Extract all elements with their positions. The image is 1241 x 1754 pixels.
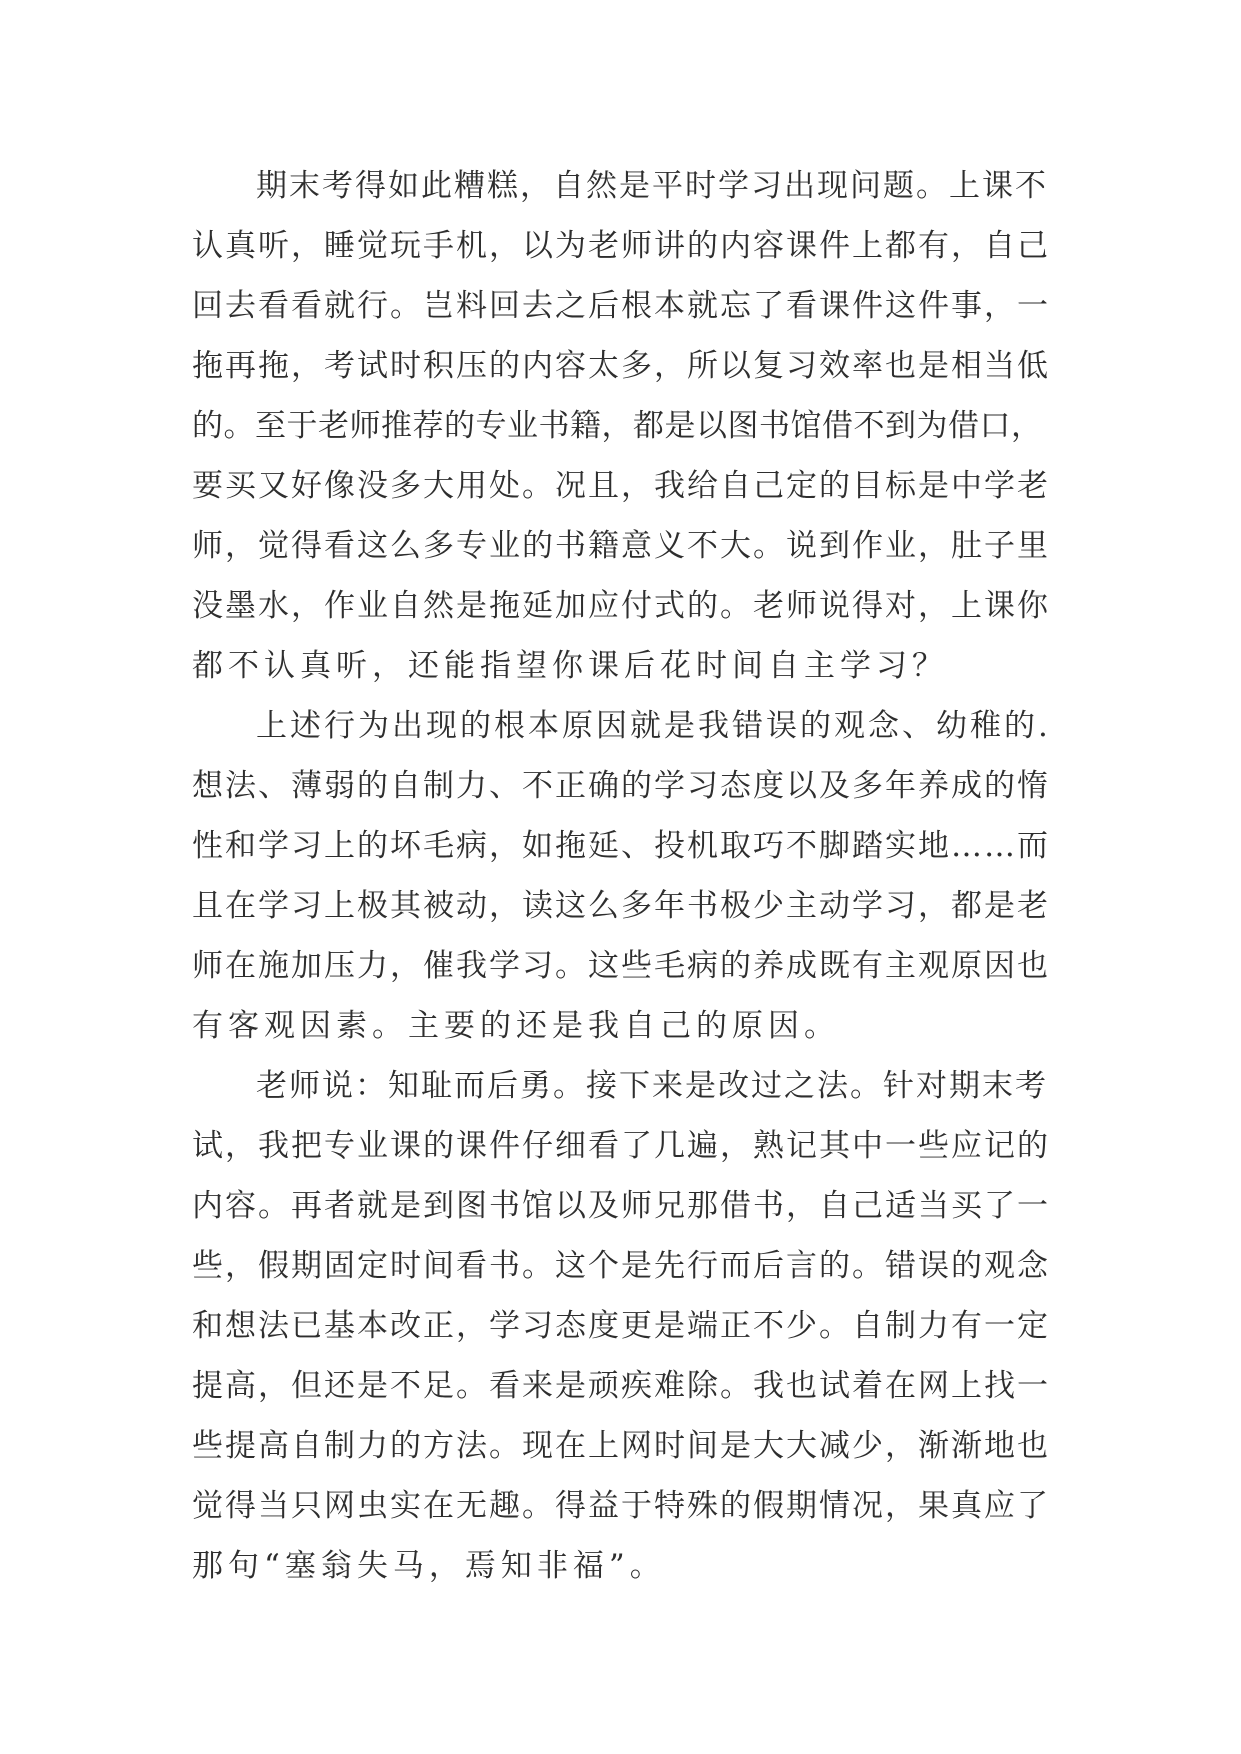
text-line: 期末考得如此糟糕，自然是平时学习出现问题。上课不 bbox=[256, 168, 1048, 204]
text-line: 试，我把专业课的课件仔细看了几遍，熟记其中一些应记的 bbox=[192, 1128, 1050, 1164]
text-line: 没墨水，作业自然是拖延加应付式的。老师说得对，上课你 bbox=[192, 588, 1050, 624]
text-line: 回去看看就行。岂料回去之后根本就忘了看课件这件事，一 bbox=[192, 288, 1050, 324]
paragraph-3 bbox=[192, 1056, 1052, 1596]
text-line: 师在施加压力，催我学习。这些毛病的养成既有主观原因也 bbox=[192, 948, 1050, 984]
text-line: 的。至于老师推荐的专业书籍，都是以图书馆借不到为借口， bbox=[192, 408, 1043, 444]
text-line: 那句“塞翁失马，焉知非福”。 bbox=[192, 1548, 666, 1584]
text-line: 觉得当只网虫实在无趣。得益于特殊的假期情况，果真应了 bbox=[192, 1488, 1050, 1524]
text-line: 上述行为出现的根本原因就是我错误的观念、幼稚的. bbox=[256, 708, 1051, 744]
text-line: 性和学习上的坏毛病，如拖延、投机取巧不脚踏实地……而 bbox=[192, 828, 1050, 864]
text-line: 些，假期固定时间看书。这个是先行而后言的。错误的观念 bbox=[192, 1248, 1050, 1284]
paragraph-1 bbox=[192, 156, 1052, 696]
text-line: 有客观因素。主要的还是我自己的原因。 bbox=[192, 1008, 840, 1044]
paragraph-2 bbox=[192, 696, 1052, 1056]
text-line: 提高，但还是不足。看来是顽疾难除。我也试着在网上找一 bbox=[192, 1368, 1050, 1404]
text-line: 认真听，睡觉玩手机，以为老师讲的内容课件上都有，自己 bbox=[192, 228, 1050, 264]
text-line: 些提高自制力的方法。现在上网时间是大大减少，渐渐地也 bbox=[192, 1428, 1050, 1464]
document-body bbox=[192, 156, 1052, 1596]
text-line: 老师说：知耻而后勇。接下来是改过之法。针对期末考 bbox=[256, 1068, 1048, 1104]
text-line: 想法、薄弱的自制力、不正确的学习态度以及多年养成的惰 bbox=[192, 768, 1050, 804]
text-line: 要买又好像没多大用处。况且，我给自己定的目标是中学老 bbox=[192, 468, 1050, 504]
text-line: 且在学习上极其被动，读这么多年书极少主动学习，都是老 bbox=[192, 888, 1050, 924]
text-line: 内容。再者就是到图书馆以及师兄那借书，自己适当买了一 bbox=[192, 1188, 1050, 1224]
text-line: 都不认真听，还能指望你课后花时间自主学习？ bbox=[192, 648, 948, 684]
text-line: 和想法已基本改正，学习态度更是端正不少。自制力有一定 bbox=[192, 1308, 1050, 1344]
text-line: 拖再拖，考试时积压的内容太多，所以复习效率也是相当低 bbox=[192, 348, 1050, 384]
text-line: 师，觉得看这么多专业的书籍意义不大。说到作业，肚子里 bbox=[192, 528, 1050, 564]
